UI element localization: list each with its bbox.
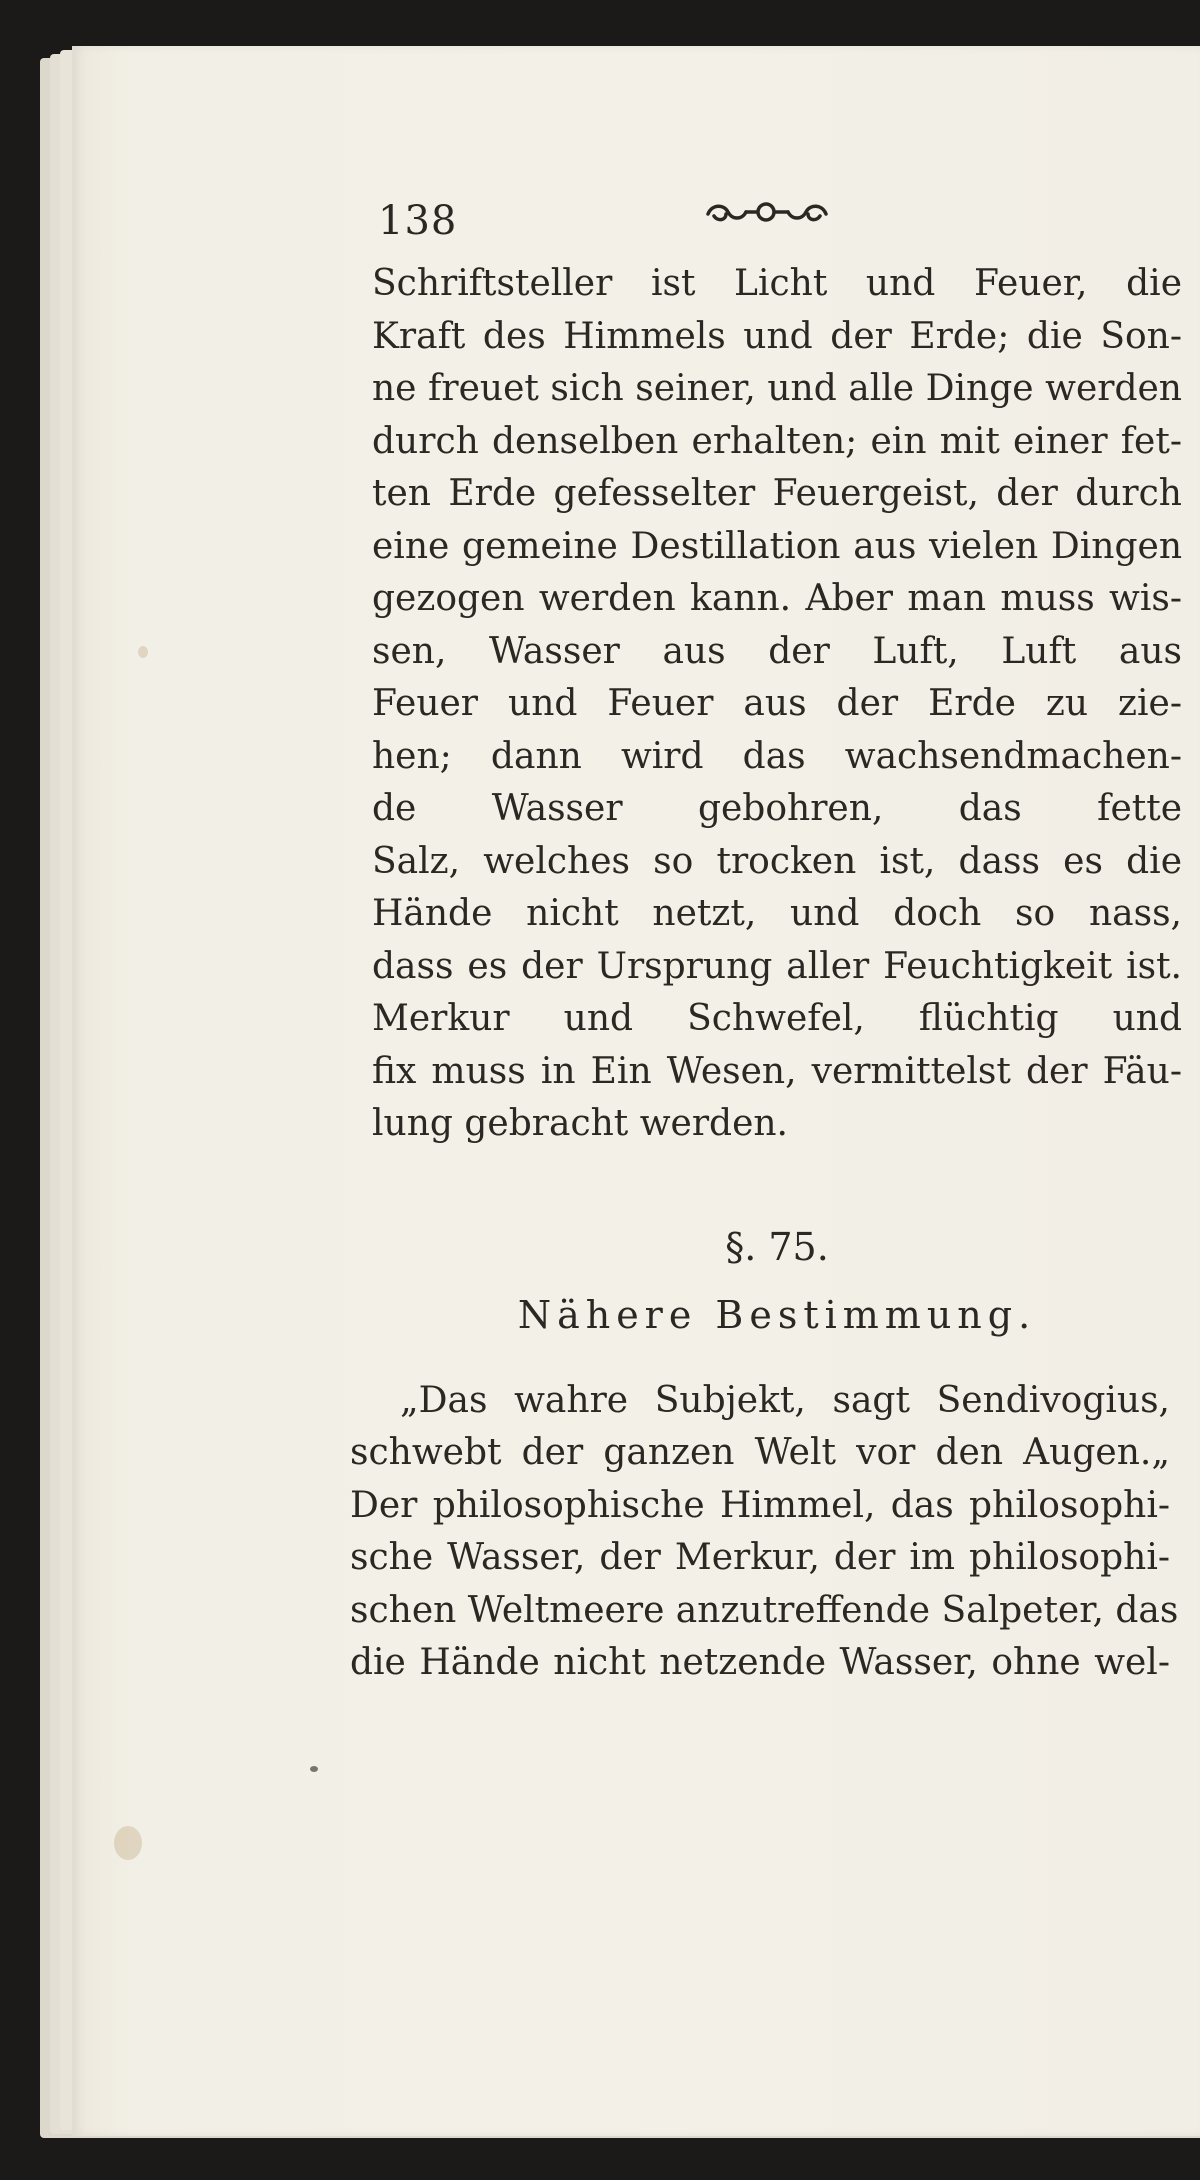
text-line: gezogen werden kann. Aber man muss wis- <box>372 578 1182 619</box>
text-line: Merkur und Schwefel, flüchtig und <box>372 998 1182 1039</box>
foxing-spot <box>138 646 148 658</box>
text-line: eine gemeine Destillation aus vielen Dingen <box>372 525 1182 567</box>
text-line: sche Wasser, der Merkur, der im philosophi- <box>350 1537 1170 1578</box>
running-header <box>290 190 1170 250</box>
text-line: „Das wahre Subjekt, sagt Sendivogius, <box>400 1379 1170 1421</box>
printer-ornament-icon <box>702 196 832 228</box>
text-line: Feuer und Feuer aus der Erde zu zie- <box>372 683 1182 724</box>
page-text-block <box>290 190 1182 1690</box>
foxing-spot <box>114 1826 142 1860</box>
text-line: Salz, welches so trocken ist, dass es die <box>372 840 1182 882</box>
paragraph <box>350 1375 1179 1690</box>
text-line: Schriftsteller ist Licht und Feuer, die <box>372 263 1182 304</box>
text-line: lung gebracht werden. <box>372 1103 789 1144</box>
page-number: 138 <box>378 198 458 244</box>
text-line: Kraft des Himmels und der Erde; die Son- <box>372 315 1182 357</box>
text-line: sen, Wasser aus der Luft, Luft aus <box>372 630 1182 672</box>
section-number: §. 75. <box>725 1224 829 1269</box>
text-line: schen Weltmeere anzutreffende Salpeter, das <box>350 1589 1179 1631</box>
text-line: de Wasser gebohren, das fette <box>372 788 1182 829</box>
text-line: ten Erde gefesselter Feuergeist, der durch <box>372 473 1182 514</box>
text-line: fix muss in Ein Wesen, vermittelst der Fäu- <box>372 1050 1182 1092</box>
text-line: Hände nicht netzt, und doch so nass, <box>372 893 1182 934</box>
text-line: durch denselben erhalten; ein mit einer fet- <box>372 420 1182 462</box>
text-line: Der philosophische Himmel, das philosophi- <box>350 1484 1170 1526</box>
text-line: ne freuet sich seiner, und alle Dinge werden <box>372 368 1182 409</box>
paragraph <box>290 258 1182 1151</box>
section-title: Nähere Bestimmung. <box>517 1292 1037 1337</box>
text-line: hen; dann wird das wachsendmachen- <box>372 735 1182 777</box>
text-line: schwebt der ganzen Welt vor den Augen.„ <box>350 1432 1170 1473</box>
ink-speck <box>310 1766 318 1772</box>
text-line: dass es der Ursprung aller Feuchtigkeit ist. <box>372 945 1182 987</box>
text-line: die Hände nicht netzende Wasser, ohne wel- <box>350 1642 1170 1683</box>
